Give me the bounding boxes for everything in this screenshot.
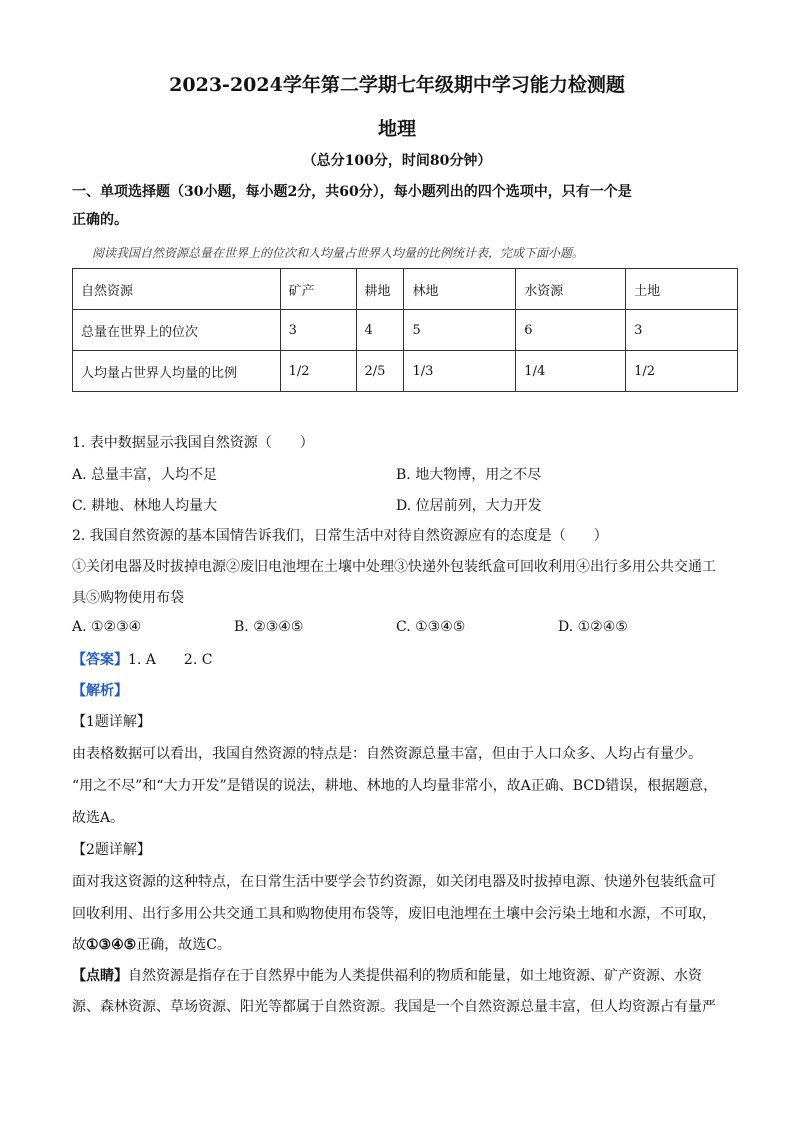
table-cell: 1/4 [516,351,626,392]
tips-line2: 源、森林资源、草场资源、阳光等都属于自然资源。我国是一个自然资源总量丰富，但人均资源占有量严 [72,999,716,1015]
q1-option-c: C. 耕地、林地人均量大 [72,498,218,514]
q2-option-d: D. ①②④⑤ [558,619,628,635]
table-cell: 耕地 [356,269,404,310]
table-cell: 1/2 [626,351,738,392]
table-header-row [73,269,738,310]
q1-option-d: D. 位居前列，大力开发 [396,498,542,514]
answer-text: 1. A 2. C [128,652,213,668]
table-cell: 5 [404,310,516,351]
analysis-label: 【解析】 [72,683,128,699]
question-2-text-line1: ①关闭电器及时拔掉电源②废旧电池埋在土壤中处理③快递外包装纸盒可回收利用④出行多用公共交通工 [72,559,716,575]
table-cell: 3 [280,310,356,351]
resource-table [72,268,738,392]
table-cell: 水资源 [516,269,626,310]
detail-1-line2: “用之不尽”和“大力开发”是错误的说法，耕地、林地的人均量非常小，故A正确、BCD错误，根据题意， [72,778,718,794]
table-cell: 6 [516,310,626,351]
exam-title: 2023-2024学年第二学期七年级期中学习能力检测题 [169,74,625,96]
table-cell: 3 [626,310,738,351]
analysis-heading [72,681,732,701]
detail-1-line3: 故选A。 [72,810,125,826]
answer-label: 【答案】 [72,652,128,668]
tips-text-line1: 自然资源是指存在于自然界中能为人类提供福利的物质和能量，如土地资源、矿产资源、水资 [128,968,702,984]
detail-2-line1: 面对我这资源的这种特点，在日常生活中要学会节约资源，如关闭电器及时拔掉电源、快递外包装纸盒可 [72,874,716,890]
q2-option-a: A. ①②③④ [72,619,142,635]
table-cell: 总量在世界上的位次 [73,310,281,351]
section-heading-line1: 一、单项选择题（30小题，每小题2分，共60分），每小题列出的四个选项中，只有一个是 [72,184,632,200]
q1-option-b: B. 地大物博，用之不尽 [396,467,542,483]
detail-2-line3-suffix: 正确，故选C。 [136,937,231,953]
detail-1-label: 【1题详解】 [72,714,151,730]
table-cell: 自然资源 [73,269,281,310]
table-cell: 人均量占世界人均量的比例 [73,351,281,392]
subject-title: 地理 [377,118,416,140]
detail-2-line2: 回收利用、出行多用公共交通工具和购物使用布袋等，废旧电池埋在土壤中会污染土地和水源，不可取， [72,906,716,922]
detail-1-line1: 由表格数据可以看出，我国自然资源的特点是：自然资源总量丰富，但由于人口众多、人均占有量少。 [72,746,702,762]
table-row [73,310,738,351]
reading-intro: 阅读我国自然资源总量在世界上的位次和人均量占世界人均量的比例统计表，完成下面小题。 [92,246,585,260]
section-heading-line2: 正确的。 [72,212,128,228]
detail-2-line3-choices: ①③④⑤ [86,937,137,953]
score-time-note: （总分100分，时间80分钟） [302,153,492,169]
table-cell: 4 [356,310,404,351]
question-1-stem: 1. 表中数据显示我国自然资源（ ） [72,435,314,451]
table-cell: 1/3 [404,351,516,392]
table-cell: 林地 [404,269,516,310]
detail-2-label: 【2题详解】 [72,842,151,858]
tips-label: 【点睛】 [72,968,128,984]
question-2-stem: 2. 我国自然资源的基本国情告诉我们，日常生活中对待自然资源应有的态度是（ ） [72,528,608,544]
q2-option-c: C. ①③④⑤ [396,619,466,635]
tips-line1 [72,966,732,986]
table-row [73,351,738,392]
detail-2-line3 [72,935,732,955]
detail-2-line3-prefix: 故 [72,937,86,953]
q1-option-a: A. 总量丰富，人均不足 [72,467,218,483]
table-cell: 2/5 [356,351,404,392]
table-cell: 1/2 [280,351,356,392]
table-cell: 矿产 [280,269,356,310]
answer-line [72,650,732,670]
q2-option-b: B. ②③④⑤ [234,619,304,635]
question-2-text-line2: 具⑤购物使用布袋 [72,590,184,606]
table-cell: 土地 [626,269,738,310]
